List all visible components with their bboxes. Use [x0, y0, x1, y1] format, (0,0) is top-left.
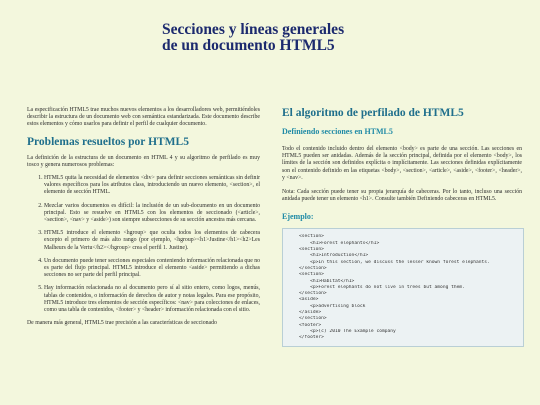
defining-sections-heading: Definiendo secciones en HTML5 — [282, 127, 393, 136]
code-line: <p>(c) 2010 The Example company — [299, 328, 396, 334]
note-paragraph: Nota: Cada sección puede tener su propia jerarquía de cabeceras. Por lo tanto, incluso una sección anidada puede tener un elemento <h1>. Consulte también Definiendo cabeceras en HTML5. — [282, 189, 522, 203]
code-line: </footer> — [299, 335, 324, 341]
problems-list — [27, 175, 260, 314]
code-line: <p>In this section, we discuss the lesser known forest elephants. — [299, 259, 490, 265]
code-line: </section> — [299, 291, 327, 297]
list-item: 3. HTML5 introduce el elemento <hgroup> que oculta todos los elementos de cabecera excepto el primero de más alto rango (por ejemplo, <hgroup><h1>Justine</h1><h2>Les Malheurs de la Vertu</h2></hgroup> crea el perfil 1. Justine). — [44, 230, 260, 252]
code-line: <h1>Introduction</h1> — [299, 253, 369, 259]
code-line: <p>advertising block — [299, 303, 366, 309]
code-line: <aside> — [299, 297, 319, 303]
problems-intro: La definición de la estructura de un documento en HTML 4 y su algoritmo de perfilado es muy tosco y genera numerosos problemas: — [27, 154, 260, 168]
example-heading: Ejemplo: — [282, 212, 314, 222]
code-line: <section> — [299, 272, 324, 278]
page-title-line-2: de un documento HTML5 — [162, 37, 335, 54]
code-line: <footer> — [299, 322, 322, 328]
list-item: 4. Un documento puede tener secciones especiales conteniendo información relacionada que no es parte del flujo principal. HTML5 introduce el elemento <aside> permitiendo a dichas secciones no ser parte del perfil principal. — [44, 258, 260, 280]
code-line: </section> — [299, 316, 327, 322]
list-item: 5. Hay información relacionada no al documento pero sí al sitio entero, como logos, menús, tablas de contenidos, o información de derechos de autor y notas legales. Para ese propósito, HTML5 introduce tres elementos de sección específicos: <nav> para colecciones de enlaces, como una tabla de contenidos, <footer> y <header> información relacionada con el sitio. — [44, 285, 260, 314]
code-line: <h1>Forest elephants</h1> — [299, 240, 380, 246]
code-line: <section> — [299, 234, 324, 240]
list-item: 2. Mezclar varios documentos es difícil: la inclusión de un sub-documento en un documento principal. Esto se resuelve en HTML5 con los elementos de seccionado (<article>, <section>, <nav> y <aside>) son siempre subsecciones de su sección ancestra más cercana. — [44, 203, 260, 225]
list-item: 1. HTML5 quita la necesidad de elementos <div> para definir secciones semánticas sin definir valores específicos para los atributos class, introduciendo un nuevo elemento, <section>, el elemento de sección HTML. — [44, 175, 260, 197]
code-line: <p>Forest elephants do not live in trees but among them. — [299, 284, 465, 290]
sections-paragraph: Todo el contenido incluido dentro del elemento <body> es parte de una sección. Las secciones en HTML5 pueden ser anidadas. Además de la sección principal, definida por el elemento <body>, los límites de la sección son definidos explícita o implícitamente. Las secciones definidas explícitamente son el contenido definido en las etiquetas <body>, <section>, <article>, <aside>, <footer>, <header>, y <nav>. — [282, 146, 522, 181]
page-title-line-1: Secciones y líneas generales — [162, 21, 345, 38]
page-title — [162, 22, 462, 54]
intro-paragraph: La especificación HTML5 trae muchos nuevos elementos a los desarrolladores web, permitiéndoles describir la estructura de un documento web con semántica estandarizada. Este documento describe estos elementos y cómo usarlos para definir el perfil de cualquier documento. — [27, 107, 260, 128]
code-example — [282, 228, 524, 347]
code-line: </section> — [299, 265, 327, 271]
code-line: <section> — [299, 247, 324, 253]
problems-heading: Problemas resueltos por HTML5 — [27, 135, 189, 148]
algorithm-heading: El algoritmo de perfilado de HTML5 — [282, 107, 464, 119]
tail-paragraph: De manera más general, HTML5 trae precisión a las características de seccionado — [27, 320, 217, 327]
code-line: </aside> — [299, 309, 322, 315]
right-column — [282, 107, 522, 347]
code-line: <h1>Habitat</h1> — [299, 278, 355, 284]
left-column — [27, 107, 260, 327]
